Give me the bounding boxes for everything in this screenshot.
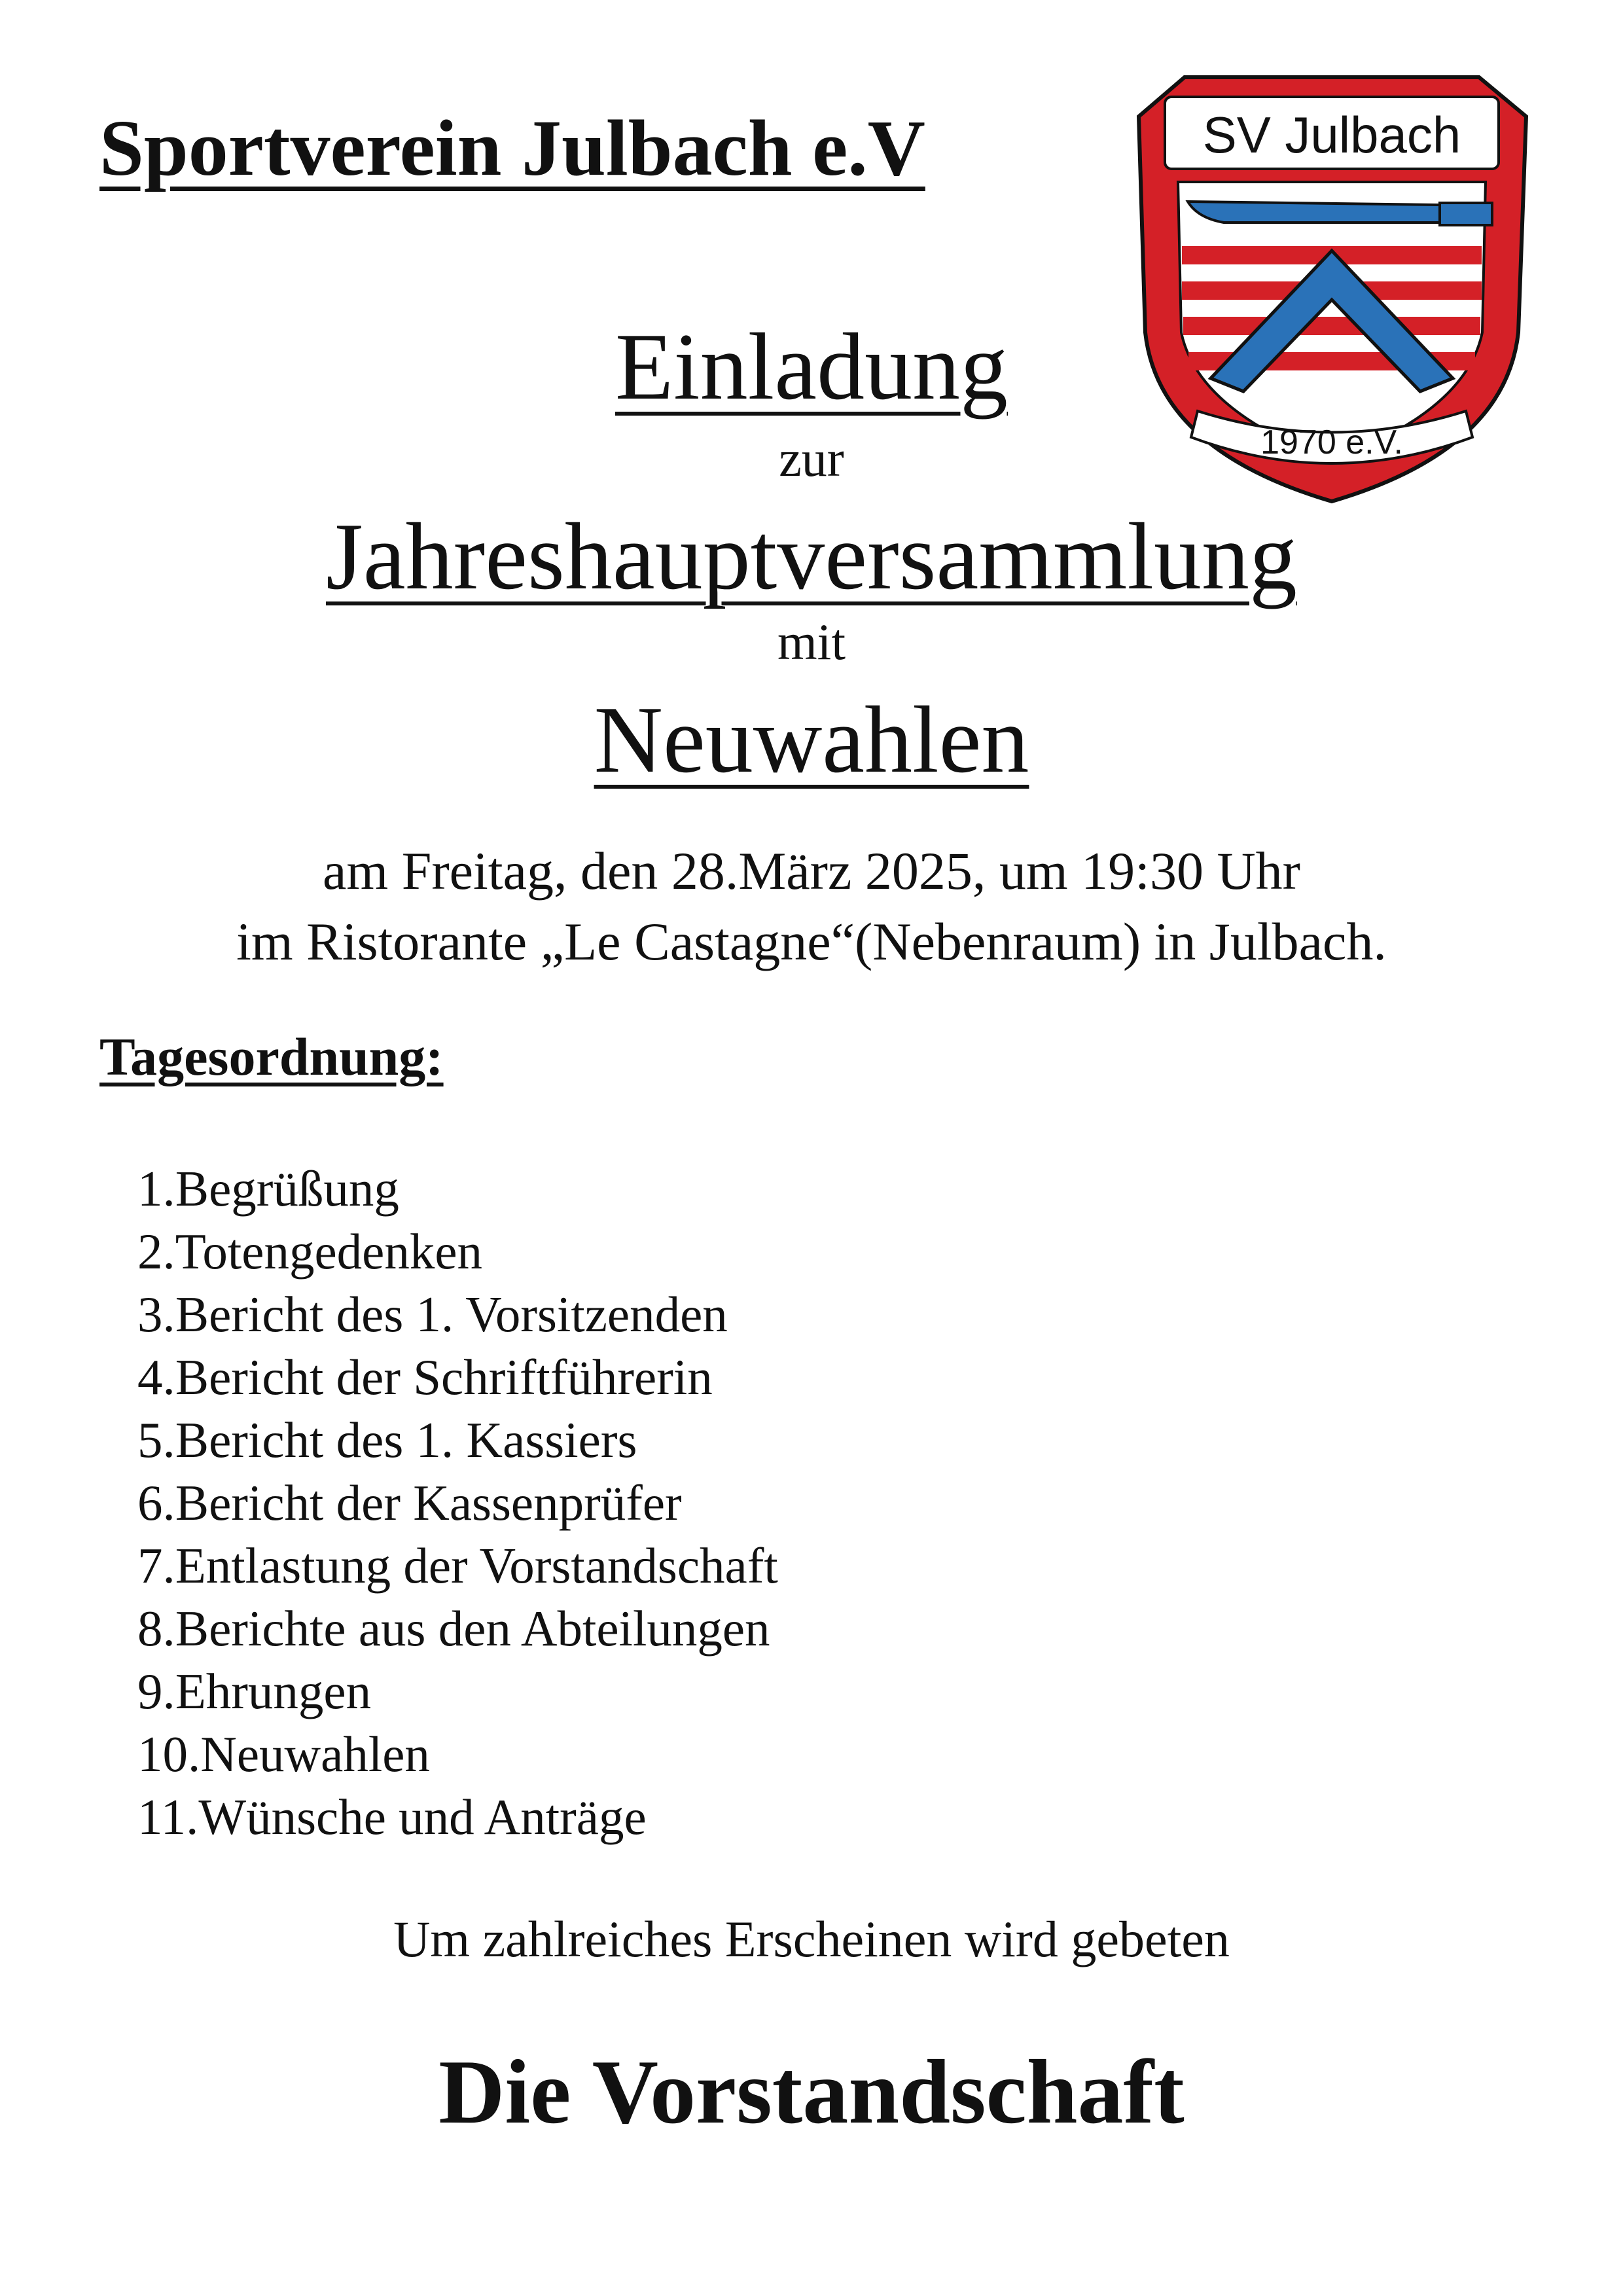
agenda-item: 7.Entlastung der Vorstandschaft (137, 1537, 778, 1594)
elections-title: Neuwahlen (594, 687, 1029, 793)
agenda-item: 9.Ehrungen (137, 1663, 372, 1719)
agenda-item: 1.Begrüßung (137, 1160, 399, 1217)
connector-mit: mit (777, 613, 846, 670)
crest-bottom-text: 1970 e.V. (1260, 423, 1403, 461)
club-name: Sportverein Julbach e.V (99, 104, 925, 192)
agenda-item: 8.Berichte aus den Abteilungen (137, 1600, 770, 1657)
connector-zur: zur (779, 430, 844, 487)
agenda-item: 3.Bericht des 1. Vorsitzenden (137, 1286, 728, 1342)
agenda-item: 11.Wünsche und Anträge (137, 1789, 647, 1845)
event-title: Jahreshauptversammlung (326, 503, 1297, 609)
signature: Die Vorstandschaft (438, 2041, 1185, 2143)
crest-top-text: SV Julbach (1202, 106, 1461, 164)
date-line: am Freitag, den 28.März 2025, um 19:30 Uhr (323, 841, 1300, 901)
agenda-item: 6.Bericht der Kassenprüfer (137, 1475, 682, 1531)
location-line: im Ristorante „Le Castagne“(Nebenraum) in Julbach. (236, 912, 1387, 971)
closing-note: Um zahlreiches Erscheinen wird gebeten (393, 1910, 1230, 1967)
agenda-item: 5.Bericht des 1. Kassiers (137, 1412, 637, 1468)
agenda-item: 10.Neuwahlen (137, 1726, 430, 1782)
agenda-item: 4.Bericht der Schriftführerin (137, 1349, 713, 1405)
agenda-heading: Tagesordnung: (99, 1027, 444, 1086)
invitation-title: Einladung (615, 314, 1008, 420)
agenda-list (137, 1157, 778, 1848)
agenda-item: 2.Totengedenken (137, 1223, 483, 1280)
